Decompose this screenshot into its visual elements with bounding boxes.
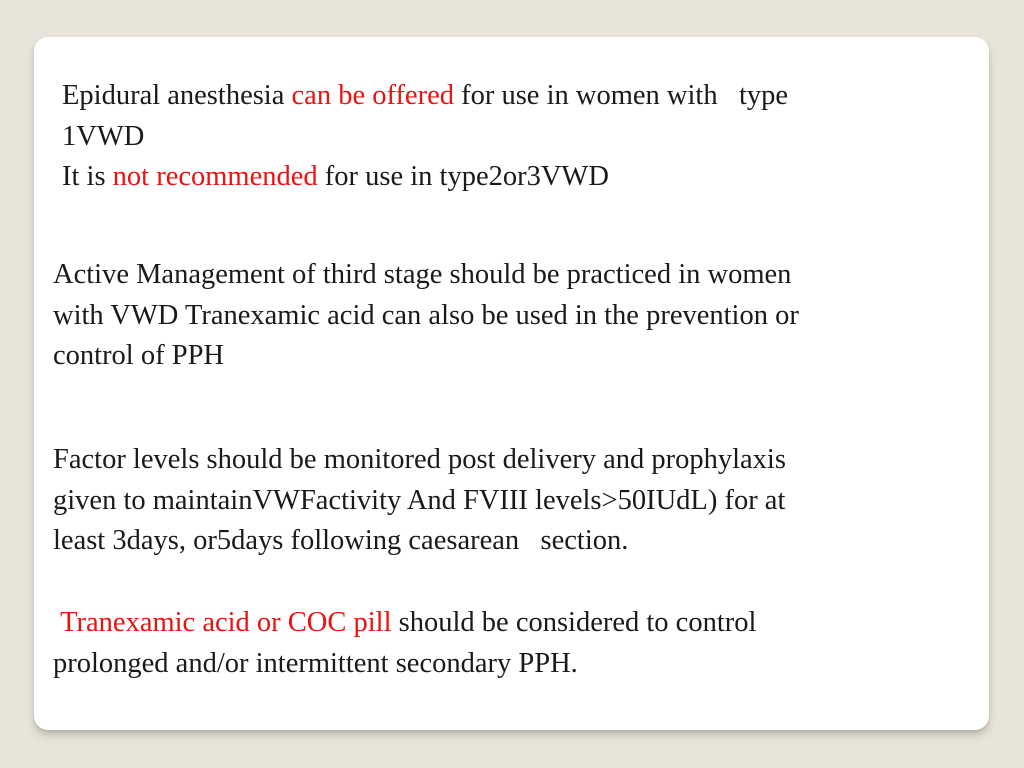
epidural-text-vwd1: 1VWD <box>62 120 145 152</box>
epidural-text-end: for use in women with type <box>453 80 789 111</box>
epidural-text-start: Epidural anesthesia <box>62 80 292 111</box>
factor-levels-line-1: Factor levels should be monitored post delivery and prophylaxis <box>53 444 786 475</box>
factor-levels-paragraph <box>53 440 973 562</box>
not-recommended-text-start: It is <box>62 161 113 192</box>
active-management-paragraph <box>53 255 973 377</box>
slide-card <box>34 37 989 730</box>
factor-levels-line-2: given to maintainVWFactivity And FVIII levels>50IUdL) for at <box>53 484 786 516</box>
tranexamic-highlight: Tranexamic acid or COC pill <box>60 607 392 638</box>
epidural-paragraph <box>62 76 962 198</box>
active-management-line-1: Active Management of third stage should be practiced in women <box>53 259 792 290</box>
not-recommended-highlight: not recommended <box>112 161 318 192</box>
tranexamic-text-end: should be considered to control <box>391 607 757 638</box>
epidural-highlight-offered: can be offered <box>291 80 454 111</box>
tranexamic-line-2: prolonged and/or intermittent secondary PPH. <box>53 647 578 679</box>
factor-levels-line-3: least 3days, or5days following caesarean section. <box>53 525 629 556</box>
tranexamic-paragraph <box>53 603 973 684</box>
not-recommended-text-end: for use in type2or3VWD <box>317 161 609 192</box>
active-management-line-3: control of PPH <box>53 340 224 371</box>
active-management-line-2: with VWD Tranexamic acid can also be used in the prevention or <box>53 299 799 331</box>
